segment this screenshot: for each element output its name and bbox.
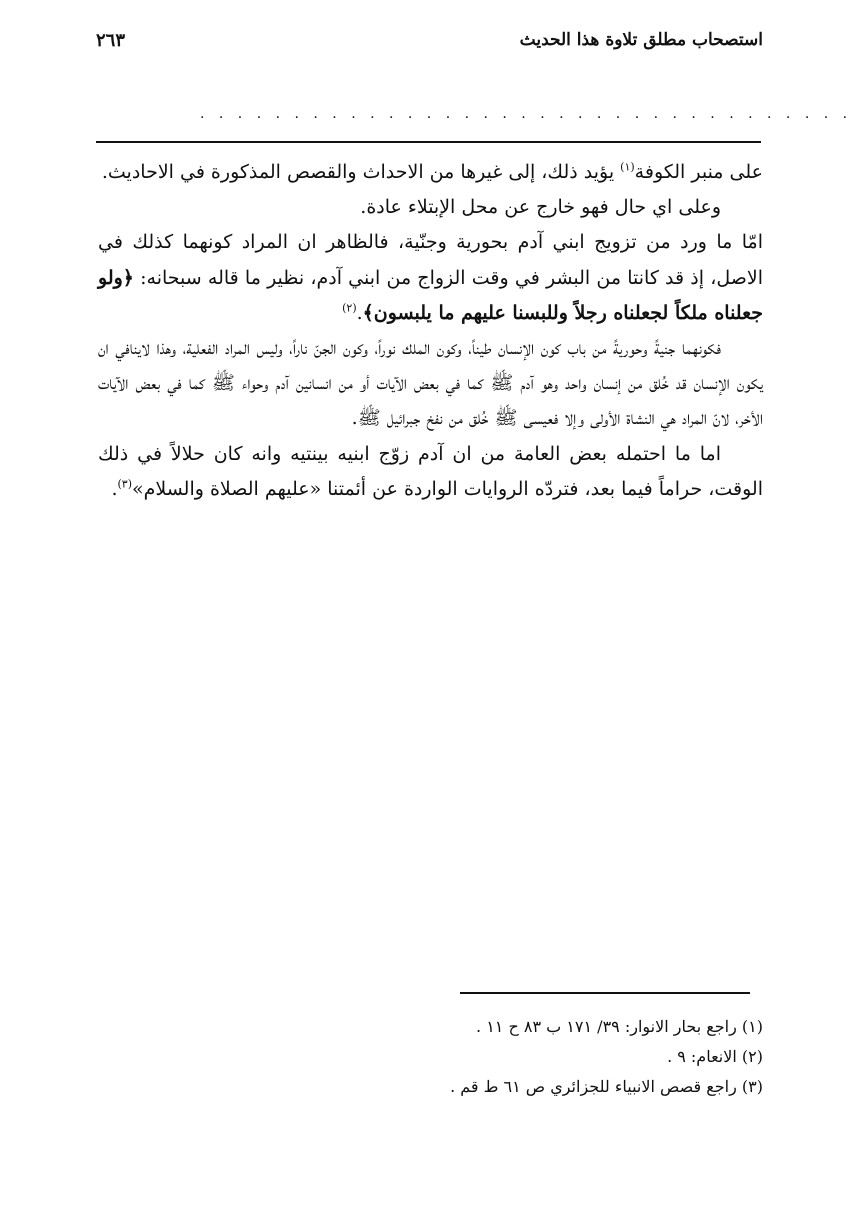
footnote-ref-2: (٢) [342,301,357,315]
paragraph-4: فكونهما جنيةً وحوريةً من باب كون الإنسان طيناً، وكون الملك نوراً، وكون الجنّ ناراً، وليس المراد الفعلية، وهذا لاينافي ان يكون الإنسان قد خُلق من إنسان واحد وهو آدم ﷺ كما في بعض الآيات أو من انسانين آدم وحواء ﷺ كما في بعض الآيات الأخر، لانّ المراد هي النشاة الأولى وإلا فعيسى ﷺ خُلق من نفخ جبرائيل ﷺ. [98,337,763,430]
footnote-3: (٣) راجع قصص الانبياء للجزائري ص ٦١ ط قم . [450,1077,763,1096]
paragraph-text: على منبر الكوفة [634,161,763,183]
footnote-1: (١) راجع بحار الانوار: ٣٩/ ١٧١ ب ٨٣ ح ١١ . [476,1017,763,1036]
paragraph-text: اما ما احتمله بعض العامة من ان آدم زوّج ابنيه بينتيه وانه كان حلالاً في ذلك الوقت، حراماً فيما بعد، فتردّه الروايات الواردة عن أئمتنا «عليهم الصلاة والسلام» [98,442,763,500]
quran-quote: ﴿ولو جعلناه ملكاً لجعلناه رجلاً وللبسنا عليهم ما يلبسون﴾ [98,266,763,324]
body-text [98,155,763,507]
dotted-separator: . . . . . . . . . . . . . . . . . . . . . . . . . . . . . . . . . . . [200,106,853,122]
footnote-ref-1: (١) [620,160,635,174]
footnote-ref-3: (٣) [117,477,132,491]
paragraph-1 [98,155,763,190]
header-rule [96,141,761,143]
footnotes [98,1012,763,1102]
paragraph-2: وعلى اي حال فهو خارج عن محل الإبتلاء عادة. [360,196,721,219]
paragraph-text: . [111,477,118,500]
footnote-rule [460,992,750,994]
paragraph-text: امّا ما ورد من تزويج ابني آدم بحورية وجنّية، فالظاهر ان المراد كونهما كذلك في الاصل، إذ قد كانتا من البشر في وقت الزواج من ابني آدم، نظير ما قاله سبحانه: [98,231,763,289]
paragraph-text: . [356,301,363,324]
footnote-2: (٢) الانعام: ٩ . [667,1047,763,1066]
paragraph-text: يؤيد ذلك، إلى غيرها من الاحداث والقصص المذكورة في الاحاديث. [101,161,621,183]
running-header-title: استصحاب مطلق تلاوة هذا الحديث [519,30,763,50]
paragraph-3 [98,225,763,331]
page-number: ٢٦٣ [96,30,126,51]
paragraph-5 [98,437,763,507]
